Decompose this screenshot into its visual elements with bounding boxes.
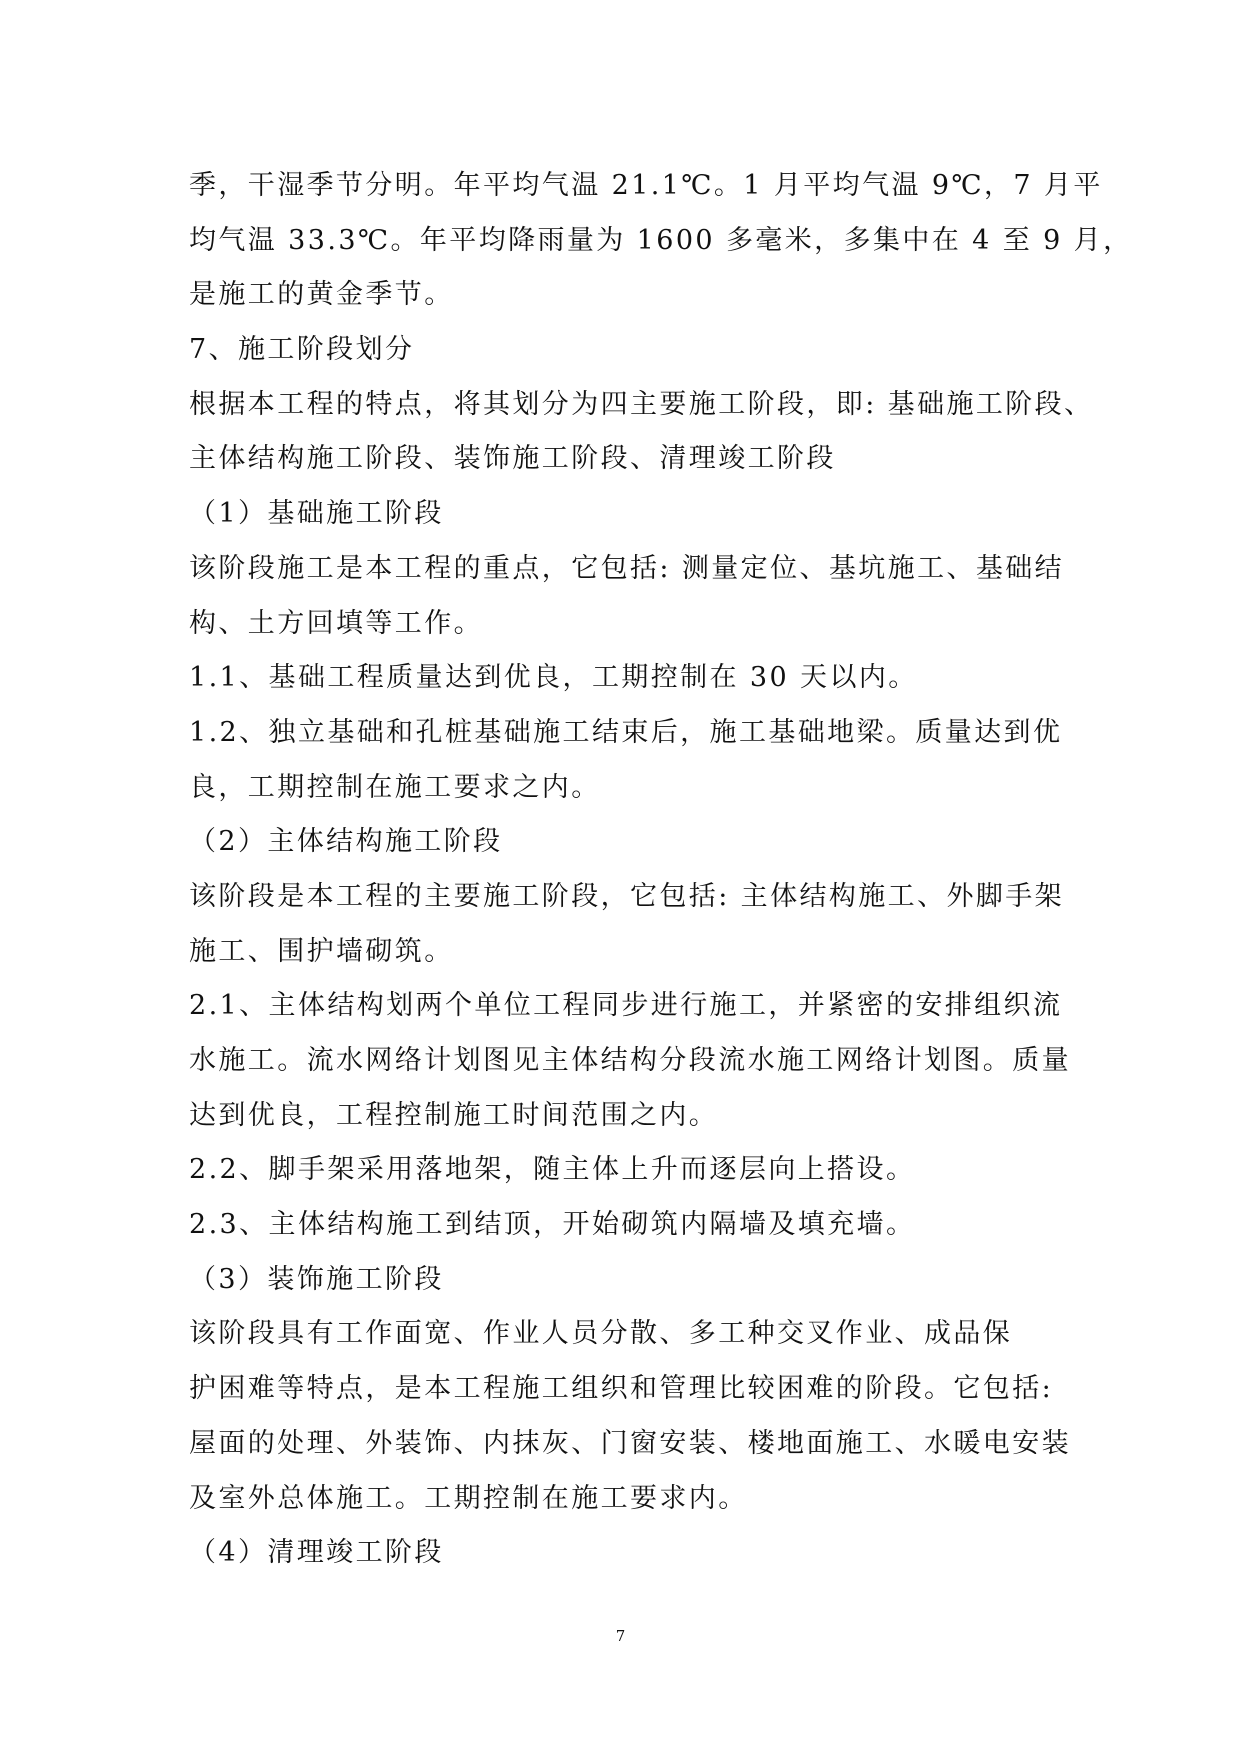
text-line: 2.3、主体结构施工到结顶，开始砌筑内隔墙及填充墙。 — [189, 1209, 916, 1241]
text-line: 施工、围护墙砌筑。 — [189, 935, 454, 967]
text-line: 1.2、独立基础和孔桩基础施工结束后，施工基础地梁。质量达到优 — [189, 716, 1063, 748]
text-line: 屋面的处理、外装饰、内抹灰、门窗安装、楼地面施工、水暖电安装 — [189, 1427, 1071, 1459]
text-line: 良，工期控制在施工要求之内。 — [189, 771, 601, 803]
text-line: 护困难等特点，是本工程施工组织和管理比较困难的阶段。它包括: — [189, 1373, 1054, 1405]
text-line: 及室外总体施工。工期控制在施工要求内。 — [189, 1482, 748, 1514]
subsection-heading: （3）装饰施工阶段 — [189, 1263, 444, 1295]
page-body — [189, 159, 1133, 1581]
text-line: 该阶段施工是本工程的重点，它包括: 测量定位、基坑施工、基础结 — [189, 552, 1065, 584]
text-line: 该阶段具有工作面宽、作业人员分散、多工种交叉作业、成品保 — [189, 1318, 1013, 1350]
text-line: 水施工。流水网络计划图见主体结构分段流水施工网络计划图。质量 — [189, 1045, 1071, 1076]
subsection-heading: （4）清理竣工阶段 — [189, 1537, 444, 1569]
text-line: 1.1、基础工程质量达到优良，工期控制在 30 天以内。 — [189, 662, 918, 694]
text-line: 是施工的黄金季节。 — [189, 279, 454, 311]
section-heading: 7、施工阶段划分 — [189, 334, 415, 366]
text-line: 2.1、主体结构划两个单位工程同步进行施工，并紧密的安排组织流 — [189, 990, 1063, 1022]
text-line: 主体结构施工阶段、装饰施工阶段、清理竣工阶段 — [189, 443, 836, 475]
text-line: 达到优良，工程控制施工时间范围之内。 — [189, 1099, 719, 1131]
text-line: 季，干湿季节分明。年平均气温 21.1℃。1 月平均气温 9℃，7 月平 — [189, 170, 1103, 201]
text-line: 该阶段是本工程的主要施工阶段，它包括: 主体结构施工、外脚手架 — [189, 880, 1065, 912]
text-line: 2.2、脚手架采用落地架，随主体上升而逐层向上搭设。 — [189, 1154, 916, 1186]
subsection-heading: （2）主体结构施工阶段 — [189, 826, 503, 858]
text-line: 构、土方回填等工作。 — [189, 607, 483, 639]
subsection-heading: （1）基础施工阶段 — [189, 498, 444, 530]
text-line: 根据本工程的特点，将其划分为四主要施工阶段，即: 基础施工阶段、 — [189, 388, 1094, 420]
text-line: 均气温 33.3℃。年平均降雨量为 1600 多毫米，多集中在 4 至 9 月， — [189, 224, 1133, 256]
page-number: 7 — [615, 1627, 626, 1645]
